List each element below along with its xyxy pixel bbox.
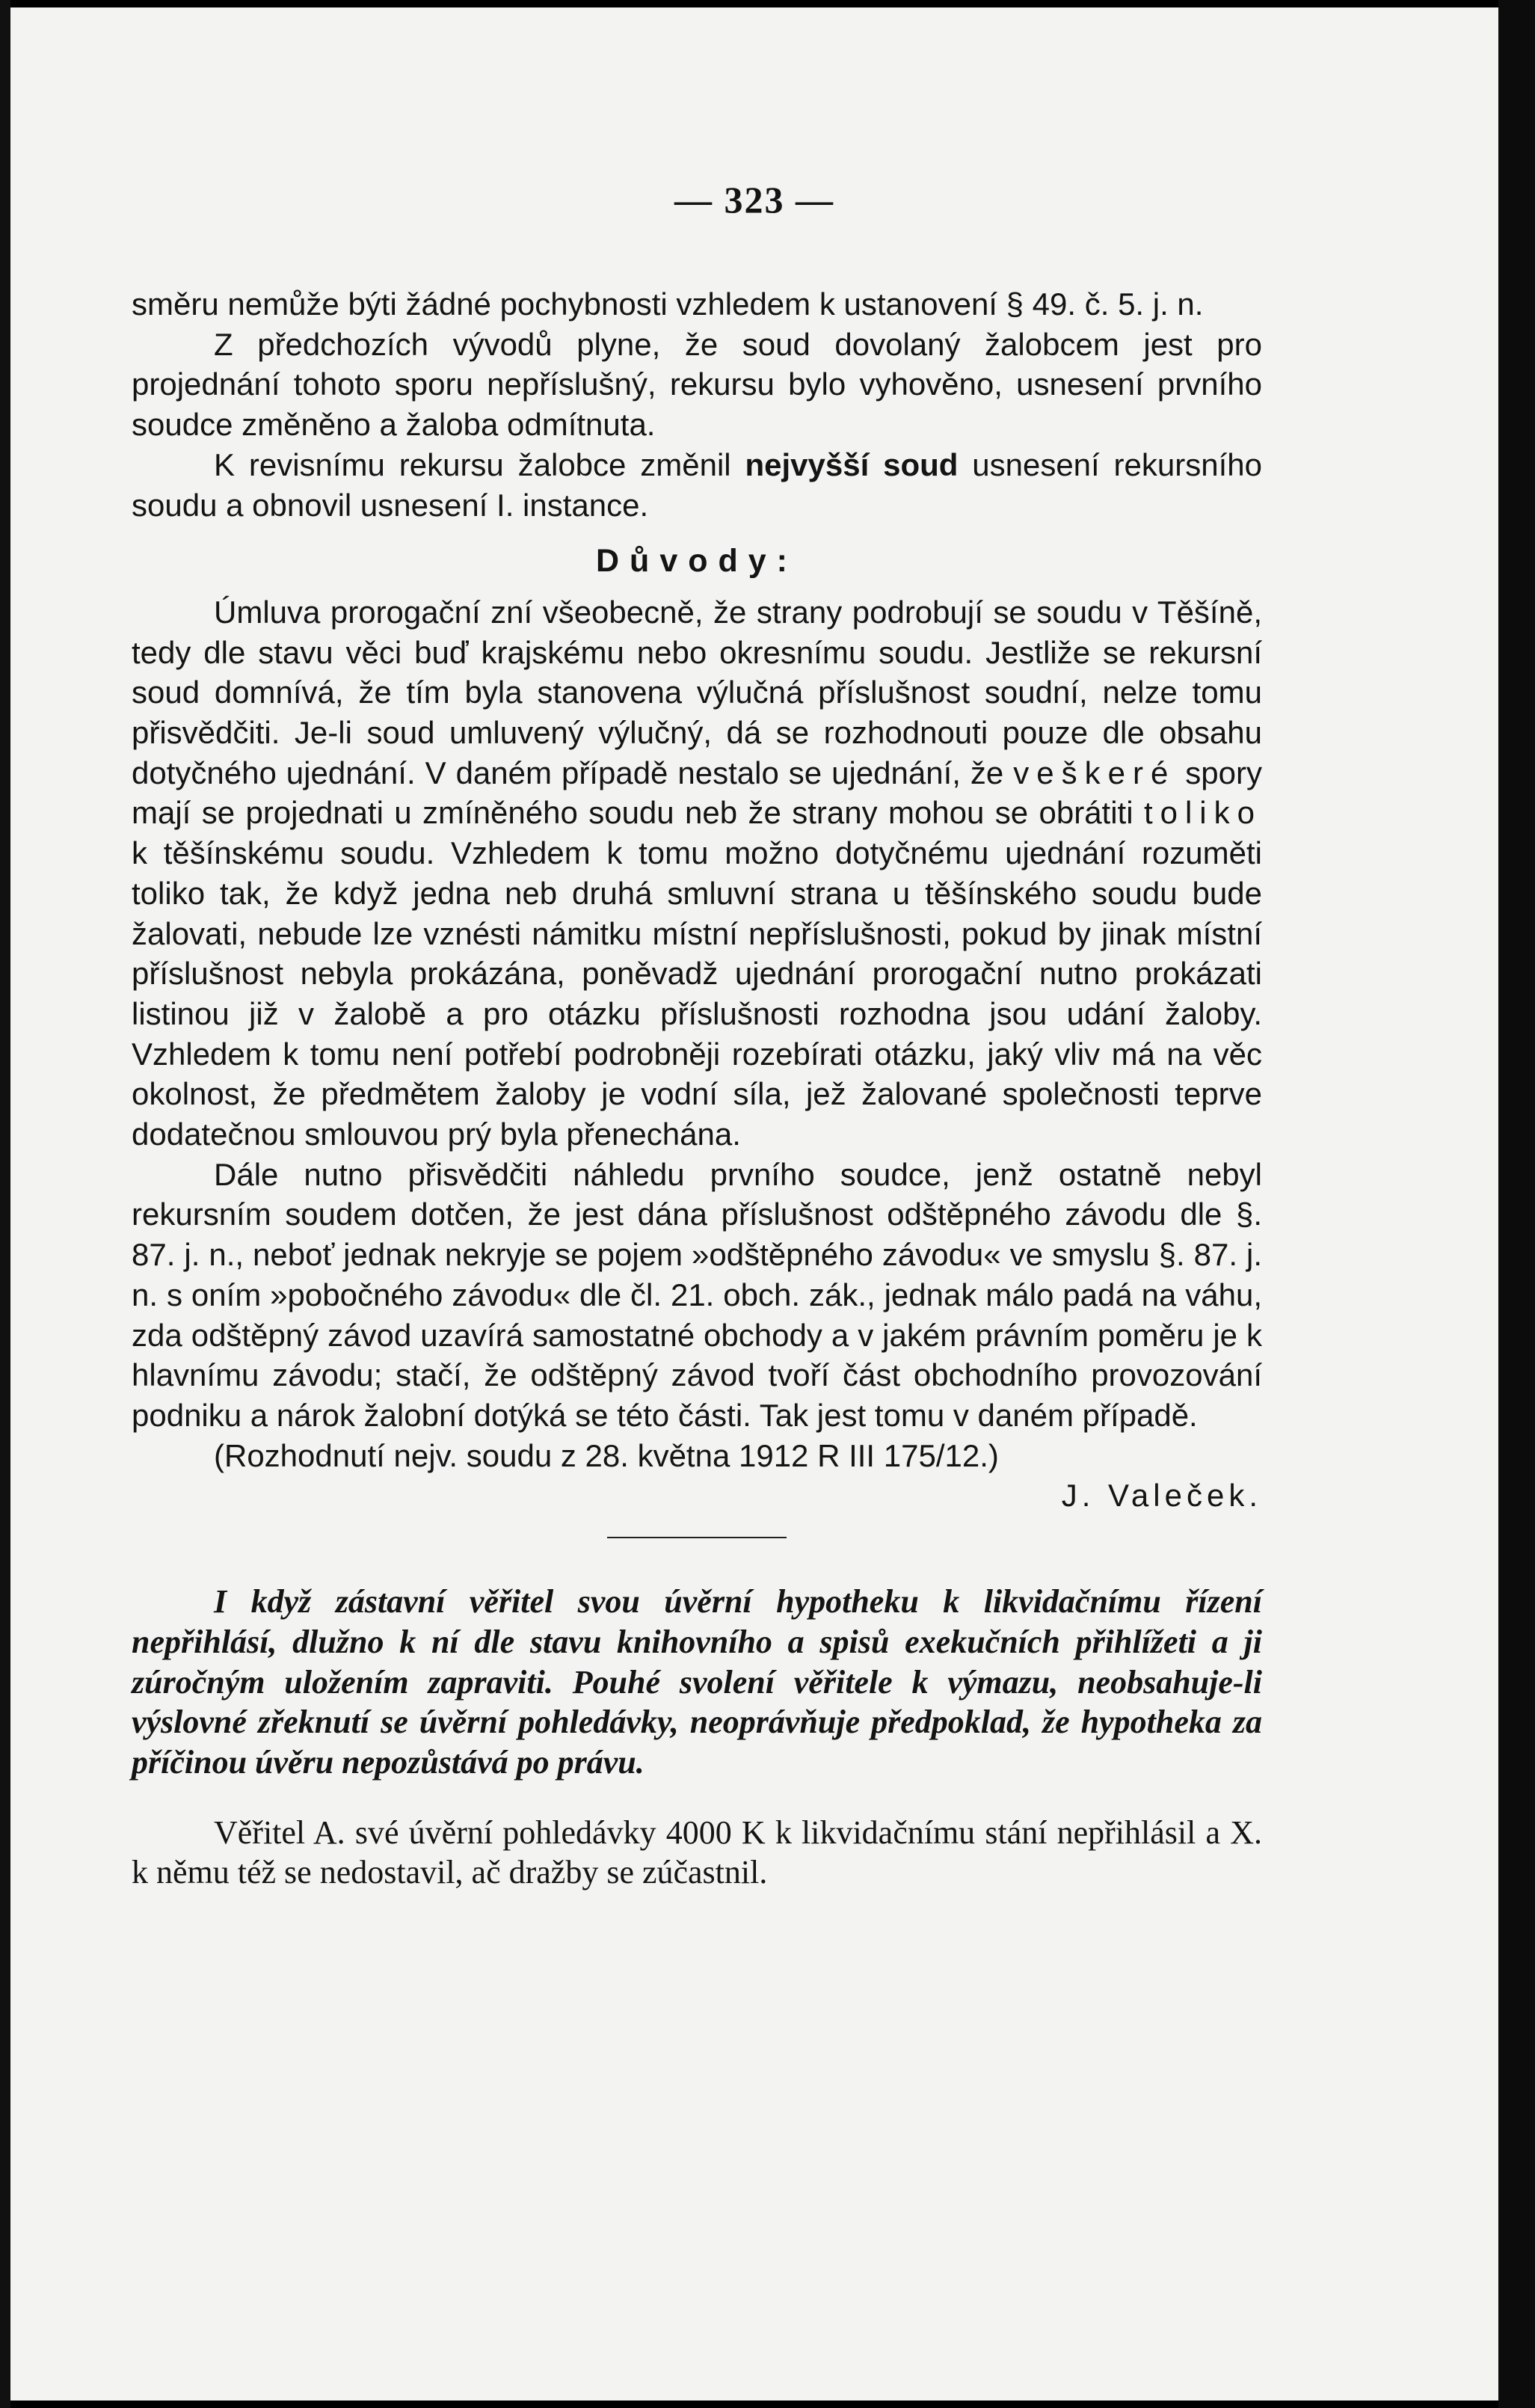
revision-text-start: K revisnímu rekursu žalobce změnil: [214, 446, 745, 482]
page-scan: [10, 7, 1498, 2401]
reasons-text-c: k těšínskému soudu. Vzhledem k tomu možno dotyčnému ujednání rozuměti toliko tak, že když jedna neb druhá smluvní strana u těšínského soudu bude žalovati, nebude lze vznésti námitku místní nepříslušnosti, pokud by jinak místní příslušnost nebyla prokázána, poněvadž ujednání prorogační nutno prokázati listinou již v žalobě a pro otázku příslušnosti rozhodna jsou udání žaloby. Vzhledem k tomu není potřebí podrobněji rozebírati otázku, jaký vliv má na věc okolnost, že předmětem žaloby je vodní síla, jež žalované společnosti teprve dodatečnou smlouvou prý byla přenechána.: [132, 835, 1262, 1152]
paragraph-branch-office: Dále nutno přisvědčiti náhledu prvního soudce, jenž ostatně nebyl rekursním soudem dotčen, že jest dána příslušnost odštěpného závodu dle §. 87. j. n., neboť jednak nekryje se pojem »odštěpného závodu« ve smyslu §. 87. j. n. s oním »pobočného závodu« dle čl. 21. obch. zák., jednak málo padá na váhu, zda odštěpný závod uzavírá samostatné obchody a v jakém právním poměru je k hlavnímu závodu; stačí, že odštěpný závod tvoří část obchodního provozování podniku a nárok žalobní dotýká se této části. Tak jest tomu v daném případě.: [132, 1156, 1262, 1433]
emphasis-veskere: veškeré: [1013, 755, 1176, 790]
paragraph-continuation: směru nemůže býti žádné pochybnosti vzhledem k ustanovení § 49. č. 5. j. n.: [132, 286, 1204, 322]
revision-text-end: usnesení rekursního soudu a obnovil usnesení I. instance.: [132, 446, 1262, 523]
supreme-court-bold: nejvyšší soud: [745, 446, 959, 482]
headnote-summary: I když zástavní věřitel svou úvěrní hypotheku k likvidačnímu řízení nepřihlásí, dlužno k ní dle stavu knihovního a spisů exekučních přihlížeti a ji zúročným uložením zapraviti. Pouhé svolení věřitele k výmazu, neobsahuje-li výslovné zřeknutí se úvěrní pohledávky, neoprávňuje předpoklad, že hypotheka za příčinou úvěru nepozůstává po právu.: [132, 1583, 1262, 1781]
scan-left-edge: [0, 0, 10, 2408]
paragraph-reasons: [132, 592, 1262, 1155]
reasons-text-a: Úmluva prorogační zní všeobecně, že strany podrobují se soudu v Těšíně, tedy dle stavu věci buď krajskému nebo okresnímu soudu. Jestliže se rekursní soud domnívá, že tím byla stanovena výlučná příslušnost soudní, nelze tomu přisvědčiti. Je-li soud umluvený výlučný, dá se rozhodnouti pouze dle obsahu dotyčného ujednání. V daném případě nestalo se ujednání, že: [132, 594, 1262, 790]
author-signature: J. Valeček.: [1061, 1478, 1262, 1514]
page-number: — 323 —: [674, 179, 834, 221]
section-separator: [607, 1537, 787, 1538]
paragraph-facts: Věřitel A. své úvěrní pohledávky 4000 K k likvidačnímu stání nepřihlásil a X. k němu též se nedostavil, ač dražby se zúčastnil.: [132, 1813, 1262, 1891]
reasons-text-b: spory mají se projednati u zmíněného soudu neb že strany mohou se obrátiti: [132, 755, 1263, 831]
page-body: [132, 284, 1262, 1893]
emphasis-toliko: toliko: [1143, 795, 1262, 831]
section-heading-reasons: Důvody:: [596, 543, 798, 580]
scan-right-edge: [1498, 0, 1535, 2408]
paragraph-conclusion: Z předchozích vývodů plyne, že soud dovolaný žalobcem jest pro projednání tohoto sporu nepříslušný, rekursu bylo vyhověno, usnesení prvního soudce změněno a žaloba odmítnuta.: [132, 326, 1262, 443]
paragraph-revision: [132, 445, 1262, 525]
decision-citation: (Rozhodnutí nejv. soudu z 28. května 1912 R III 175/12.): [214, 1437, 999, 1473]
